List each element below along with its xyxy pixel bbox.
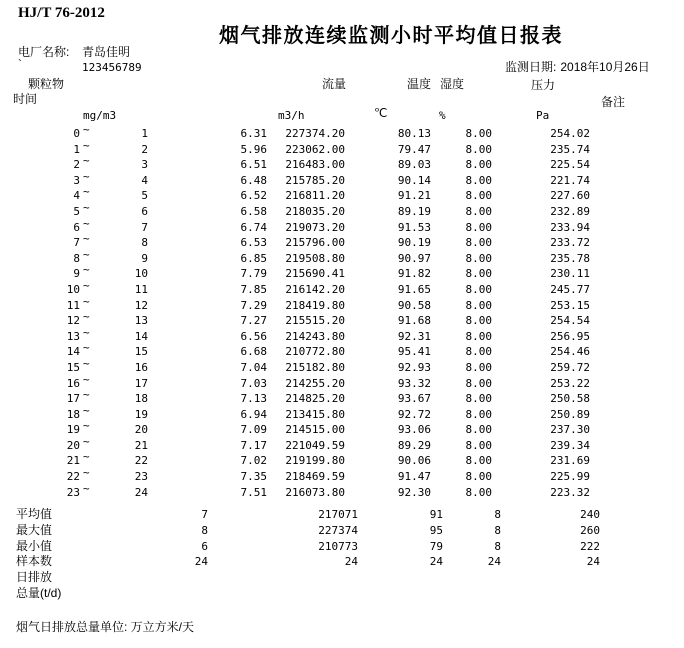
cell-temp: 93.06 bbox=[397, 423, 431, 437]
cell-flow: 215796.00 bbox=[285, 236, 345, 250]
cell-hour-end: 12 bbox=[134, 298, 148, 312]
cell-hour-end: 17 bbox=[134, 376, 148, 390]
cell-hour-end: 18 bbox=[134, 392, 148, 406]
cell-hour-end: 16 bbox=[134, 360, 148, 374]
summary-cell-pressure: 24 bbox=[586, 555, 600, 569]
monitor-date-label: 监测日期: bbox=[505, 60, 557, 74]
standard-code: HJ/T 76-2012 bbox=[18, 5, 105, 21]
cell-pressure: 232.89 bbox=[550, 204, 590, 218]
cell-hour-end: 2 bbox=[141, 142, 148, 156]
cell-hour-start: 10 bbox=[66, 282, 80, 296]
table-row bbox=[0, 294, 684, 314]
col-header-temp: 温度 bbox=[407, 77, 432, 91]
cell-hour-start: 7 bbox=[73, 236, 80, 250]
cell-hour-start: 21 bbox=[66, 454, 80, 468]
tilde-separator: ~ bbox=[83, 154, 90, 168]
tilde-separator: ~ bbox=[83, 247, 90, 261]
cell-flow: 227374.20 bbox=[285, 127, 345, 140]
footer-note: 烟气日排放总量单位: 万立方米/天 bbox=[16, 620, 195, 634]
cell-hour-start: 23 bbox=[66, 485, 80, 499]
summary-cell-pm: 6 bbox=[201, 539, 208, 553]
cell-pressure: 223.32 bbox=[550, 485, 590, 499]
tilde-separator: ~ bbox=[83, 200, 90, 214]
cell-flow: 218469.59 bbox=[285, 470, 345, 484]
tilde-separator: ~ bbox=[83, 403, 90, 417]
col-header-flow: 流量 bbox=[322, 77, 347, 91]
cell-flow: 216142.20 bbox=[285, 282, 345, 296]
cell-flow: 214243.80 bbox=[285, 329, 345, 343]
cell-pressure: 254.46 bbox=[550, 345, 590, 359]
cell-pressure: 227.60 bbox=[550, 189, 590, 203]
cell-pressure: 254.02 bbox=[550, 127, 590, 140]
summary-row bbox=[0, 523, 684, 539]
cell-pm: 7.04 bbox=[240, 360, 267, 374]
cell-humidity: 8.00 bbox=[465, 376, 492, 390]
cell-humidity: 8.00 bbox=[465, 173, 492, 187]
cell-pm: 7.51 bbox=[240, 485, 267, 499]
cell-flow: 219199.80 bbox=[285, 454, 345, 468]
cell-flow: 223062.00 bbox=[285, 142, 345, 156]
cell-pressure: 221.74 bbox=[550, 173, 590, 187]
cell-flow: 218035.20 bbox=[285, 204, 345, 218]
table-row bbox=[0, 154, 684, 173]
cell-pm: 5.96 bbox=[240, 142, 267, 156]
cell-flow: 216483.00 bbox=[285, 158, 345, 172]
summary-cell-temp: 95 bbox=[429, 523, 443, 537]
table-row bbox=[0, 356, 684, 376]
summary-cell-humidity: 8 bbox=[494, 539, 501, 553]
cell-hour-end: 10 bbox=[134, 267, 148, 281]
cell-pm: 7.85 bbox=[240, 282, 267, 296]
tilde-separator: ~ bbox=[83, 450, 90, 464]
cell-hour-start: 20 bbox=[66, 438, 80, 452]
table-row bbox=[0, 247, 684, 267]
tilde-separator: ~ bbox=[83, 278, 90, 292]
cell-temp: 91.65 bbox=[397, 282, 431, 296]
summary-row bbox=[0, 539, 684, 555]
cell-hour-start: 0 bbox=[73, 127, 80, 140]
monitor-date-value: 2018年10月26日 bbox=[560, 60, 650, 74]
cell-pm: 7.79 bbox=[240, 267, 267, 281]
unit-temp: ℃ bbox=[374, 106, 388, 120]
summary-label: 样本数 bbox=[16, 554, 53, 569]
cell-temp: 79.47 bbox=[397, 142, 431, 156]
cell-pressure: 259.72 bbox=[550, 360, 590, 374]
summary-row bbox=[0, 507, 684, 523]
table-row bbox=[0, 185, 684, 204]
cell-humidity: 8.00 bbox=[465, 407, 492, 421]
cell-humidity: 8.00 bbox=[465, 314, 492, 328]
cell-hour-end: 13 bbox=[134, 314, 148, 328]
col-header-remark: 备注 bbox=[601, 95, 626, 109]
summary-cell-pm: 24 bbox=[194, 555, 208, 569]
cell-flow: 216073.80 bbox=[285, 485, 345, 499]
summary-label: 日排放 bbox=[16, 570, 53, 585]
tilde-separator: ~ bbox=[83, 232, 90, 246]
table-row bbox=[0, 232, 684, 251]
cell-flow: 218419.80 bbox=[285, 298, 345, 312]
cell-humidity: 8.00 bbox=[465, 142, 492, 156]
cell-pressure: 231.69 bbox=[550, 454, 590, 468]
cell-hour-end: 1 bbox=[141, 127, 148, 140]
cell-humidity: 8.00 bbox=[465, 127, 492, 140]
summary-cell-temp: 91 bbox=[429, 508, 443, 521]
cell-hour-end: 14 bbox=[134, 329, 148, 343]
cell-flow: 219508.80 bbox=[285, 251, 345, 265]
cell-temp: 91.47 bbox=[397, 470, 431, 484]
cell-temp: 92.31 bbox=[397, 329, 431, 343]
cell-pressure: 250.89 bbox=[550, 407, 590, 421]
tilde-separator: ~ bbox=[83, 481, 90, 495]
cell-pressure: 254.54 bbox=[550, 314, 590, 328]
summary-cell-pressure: 222 bbox=[580, 539, 600, 553]
cell-temp: 91.68 bbox=[397, 314, 431, 328]
table-row bbox=[0, 325, 684, 345]
summary-cell-flow: 24 bbox=[344, 555, 358, 569]
summary-cell-pm: 7 bbox=[201, 508, 208, 521]
cell-pressure: 225.54 bbox=[550, 158, 590, 172]
cell-humidity: 8.00 bbox=[465, 438, 492, 452]
cell-pm: 6.85 bbox=[240, 251, 267, 265]
cell-humidity: 8.00 bbox=[465, 267, 492, 281]
cell-pm: 7.02 bbox=[240, 454, 267, 468]
tilde-separator: ~ bbox=[83, 138, 90, 152]
cell-pm: 7.35 bbox=[240, 470, 267, 484]
cell-humidity: 8.00 bbox=[465, 329, 492, 343]
cell-hour-end: 20 bbox=[134, 423, 148, 437]
cell-flow: 215785.20 bbox=[285, 173, 345, 187]
cell-hour-start: 17 bbox=[66, 392, 80, 406]
cell-hour-end: 6 bbox=[141, 204, 148, 218]
table-row bbox=[0, 481, 684, 501]
table-row bbox=[0, 419, 684, 438]
cell-hour-end: 4 bbox=[141, 173, 148, 187]
cell-humidity: 8.00 bbox=[465, 220, 492, 234]
cell-hour-end: 22 bbox=[134, 454, 148, 468]
cell-pressure: 235.74 bbox=[550, 142, 590, 156]
tilde-separator: ~ bbox=[83, 294, 90, 308]
cell-humidity: 8.00 bbox=[465, 454, 492, 468]
cell-pm: 6.31 bbox=[240, 127, 267, 140]
tilde-separator: ~ bbox=[83, 372, 90, 386]
cell-hour-start: 22 bbox=[66, 470, 80, 484]
cell-hour-end: 5 bbox=[141, 189, 148, 203]
table-row bbox=[0, 466, 684, 485]
cell-flow: 215690.41 bbox=[285, 267, 345, 281]
cell-pm: 7.17 bbox=[240, 438, 267, 452]
cell-humidity: 8.00 bbox=[465, 236, 492, 250]
tilde-separator: ~ bbox=[83, 356, 90, 370]
cell-temp: 90.97 bbox=[397, 251, 431, 265]
cell-hour-start: 5 bbox=[73, 204, 80, 218]
summary-row bbox=[0, 554, 684, 570]
tilde-separator: ~ bbox=[83, 310, 90, 324]
table-row bbox=[0, 263, 684, 282]
cell-pm: 7.13 bbox=[240, 392, 267, 406]
cell-pm: 7.03 bbox=[240, 376, 267, 390]
cell-hour-end: 7 bbox=[141, 220, 148, 234]
plant-id-value: 123456789 bbox=[82, 61, 142, 74]
cell-flow: 221049.59 bbox=[285, 438, 345, 452]
summary-label: 最大值 bbox=[16, 522, 53, 537]
cell-pressure: 235.78 bbox=[550, 251, 590, 265]
cell-pressure: 239.34 bbox=[550, 438, 590, 452]
table-row bbox=[0, 200, 684, 220]
cell-hour-start: 8 bbox=[73, 251, 80, 265]
cell-hour-end: 8 bbox=[141, 236, 148, 250]
tilde-separator: ~ bbox=[83, 123, 90, 136]
cell-pressure: 225.99 bbox=[550, 470, 590, 484]
col-header-time: 时间 bbox=[13, 92, 38, 106]
cell-humidity: 8.00 bbox=[465, 298, 492, 312]
tilde-separator: ~ bbox=[83, 341, 90, 355]
cell-pm: 6.53 bbox=[240, 236, 267, 250]
cell-hour-start: 6 bbox=[73, 220, 80, 234]
cell-hour-start: 16 bbox=[66, 376, 80, 390]
unit-pressure: Pa bbox=[536, 109, 550, 122]
cell-pressure: 245.77 bbox=[550, 282, 590, 296]
cell-pressure: 253.22 bbox=[550, 376, 590, 390]
cell-pm: 7.27 bbox=[240, 314, 267, 328]
cell-temp: 80.13 bbox=[397, 127, 431, 140]
summary-row bbox=[0, 586, 684, 602]
cell-humidity: 8.00 bbox=[465, 360, 492, 374]
cell-humidity: 8.00 bbox=[465, 204, 492, 218]
summary-cell-flow: 210773 bbox=[318, 539, 358, 553]
cell-pressure: 233.94 bbox=[550, 220, 590, 234]
table-row bbox=[0, 216, 684, 236]
table-row bbox=[0, 388, 684, 407]
cell-pressure: 237.30 bbox=[550, 423, 590, 437]
cell-temp: 89.03 bbox=[397, 158, 431, 172]
col-header-humidity: 湿度 bbox=[440, 77, 465, 91]
cell-humidity: 8.00 bbox=[465, 423, 492, 437]
cell-temp: 90.06 bbox=[397, 454, 431, 468]
hourly-data-rows bbox=[0, 123, 684, 500]
col-header-pressure: 压力 bbox=[531, 78, 556, 92]
cell-flow: 214515.00 bbox=[285, 423, 345, 437]
cell-humidity: 8.00 bbox=[465, 345, 492, 359]
report-title: 烟气排放连续监测小时平均值日报表 bbox=[219, 25, 563, 47]
cell-humidity: 8.00 bbox=[465, 485, 492, 499]
cell-pressure: 256.95 bbox=[550, 329, 590, 343]
tilde-separator: ~ bbox=[83, 434, 90, 448]
tilde-separator: ~ bbox=[83, 263, 90, 277]
cell-hour-start: 11 bbox=[66, 298, 80, 312]
cell-pressure: 250.58 bbox=[550, 392, 590, 406]
cell-flow: 219073.20 bbox=[285, 220, 345, 234]
cell-pm: 6.52 bbox=[240, 189, 267, 203]
summary-label: 总量(t/d) bbox=[16, 585, 62, 600]
cell-pm: 6.94 bbox=[240, 407, 267, 421]
summary-cell-temp: 79 bbox=[429, 539, 443, 553]
cell-hour-start: 18 bbox=[66, 407, 80, 421]
cell-hour-start: 19 bbox=[66, 423, 80, 437]
table-row bbox=[0, 403, 684, 423]
cell-pm: 7.09 bbox=[240, 423, 267, 437]
col-header-pm: 颗粒物 bbox=[28, 77, 65, 91]
table-row bbox=[0, 434, 684, 454]
summary-cell-humidity: 8 bbox=[494, 508, 501, 521]
plant-name-label: 电厂名称: bbox=[18, 45, 70, 59]
cell-humidity: 8.00 bbox=[465, 392, 492, 406]
summary-cell-humidity: 24 bbox=[487, 555, 501, 569]
table-row bbox=[0, 169, 684, 189]
summary-label: 平均值 bbox=[16, 507, 53, 521]
cell-hour-start: 12 bbox=[66, 314, 80, 328]
cell-hour-start: 1 bbox=[73, 142, 80, 156]
cell-pm: 6.56 bbox=[240, 329, 267, 343]
cell-temp: 90.19 bbox=[397, 236, 431, 250]
cell-temp: 91.82 bbox=[397, 267, 431, 281]
cell-temp: 89.19 bbox=[397, 204, 431, 218]
tilde-separator: ~ bbox=[83, 419, 90, 433]
cell-pm: 6.58 bbox=[240, 204, 267, 218]
cell-hour-end: 21 bbox=[134, 438, 148, 452]
cell-temp: 92.30 bbox=[397, 485, 431, 499]
table-row bbox=[0, 450, 684, 469]
cell-pm: 6.74 bbox=[240, 220, 267, 234]
cell-flow: 216811.20 bbox=[285, 189, 345, 203]
summary-cell-flow: 217071 bbox=[318, 508, 358, 521]
summary-cell-humidity: 8 bbox=[494, 523, 501, 537]
cell-hour-start: 9 bbox=[73, 267, 80, 281]
tilde-separator: ~ bbox=[83, 388, 90, 402]
tilde-separator: ~ bbox=[83, 466, 90, 480]
cell-temp: 92.72 bbox=[397, 407, 431, 421]
cell-hour-end: 19 bbox=[134, 407, 148, 421]
table-row bbox=[0, 372, 684, 392]
cell-temp: 93.32 bbox=[397, 376, 431, 390]
cell-pressure: 230.11 bbox=[550, 267, 590, 281]
summary-cell-pressure: 260 bbox=[580, 523, 600, 537]
cell-flow: 213415.80 bbox=[285, 407, 345, 421]
tilde-separator: ~ bbox=[83, 169, 90, 183]
cell-hour-end: 11 bbox=[134, 282, 148, 296]
monitor-date bbox=[505, 60, 654, 74]
summary-row bbox=[0, 570, 684, 586]
unit-humidity: % bbox=[439, 109, 446, 122]
cell-flow: 210772.80 bbox=[285, 345, 345, 359]
summary-cell-flow: 227374 bbox=[318, 523, 358, 537]
cell-hour-start: 2 bbox=[73, 158, 80, 172]
cell-hour-end: 23 bbox=[134, 470, 148, 484]
table-row bbox=[0, 278, 684, 298]
cell-hour-end: 3 bbox=[141, 158, 148, 172]
cell-temp: 95.41 bbox=[397, 345, 431, 359]
table-row bbox=[0, 138, 684, 158]
cell-hour-start: 13 bbox=[66, 329, 80, 343]
tilde-separator: ~ bbox=[83, 216, 90, 230]
summary-cell-pm: 8 bbox=[201, 523, 208, 537]
cell-hour-start: 15 bbox=[66, 360, 80, 374]
cell-humidity: 8.00 bbox=[465, 282, 492, 296]
table-row bbox=[0, 123, 684, 142]
cell-pressure: 233.72 bbox=[550, 236, 590, 250]
cell-temp: 92.93 bbox=[397, 360, 431, 374]
tilde-separator: ~ bbox=[83, 325, 90, 339]
cell-temp: 93.67 bbox=[397, 392, 431, 406]
cell-flow: 215182.80 bbox=[285, 360, 345, 374]
tilde-separator: ~ bbox=[83, 185, 90, 199]
cell-flow: 214825.20 bbox=[285, 392, 345, 406]
cell-pm: 6.48 bbox=[240, 173, 267, 187]
cell-hour-end: 24 bbox=[134, 485, 148, 499]
cell-hour-end: 9 bbox=[141, 251, 148, 265]
summary-label: 最小值 bbox=[16, 538, 53, 553]
cell-hour-end: 15 bbox=[134, 345, 148, 359]
cell-temp: 91.53 bbox=[397, 220, 431, 234]
cell-pm: 6.68 bbox=[240, 345, 267, 359]
cell-humidity: 8.00 bbox=[465, 470, 492, 484]
cell-temp: 90.14 bbox=[397, 173, 431, 187]
summary-cell-pressure: 240 bbox=[580, 508, 600, 521]
plant-tick-mark: ` bbox=[18, 57, 22, 71]
cell-humidity: 8.00 bbox=[465, 251, 492, 265]
cell-temp: 91.21 bbox=[397, 189, 431, 203]
plant-name-value: 青岛佳明 bbox=[82, 45, 131, 59]
cell-pm: 6.51 bbox=[240, 158, 267, 172]
summary-cell-temp: 24 bbox=[429, 555, 443, 569]
cell-hour-start: 3 bbox=[73, 173, 80, 187]
cell-pressure: 253.15 bbox=[550, 298, 590, 312]
cell-humidity: 8.00 bbox=[465, 158, 492, 172]
unit-flow: m3/h bbox=[278, 109, 305, 122]
unit-pm: mg/m3 bbox=[83, 109, 117, 122]
table-row bbox=[0, 310, 684, 329]
cell-pm: 7.29 bbox=[240, 298, 267, 312]
cell-hour-start: 14 bbox=[66, 345, 80, 359]
cell-hour-start: 4 bbox=[73, 189, 80, 203]
cell-temp: 89.29 bbox=[397, 438, 431, 452]
table-row bbox=[0, 341, 684, 360]
cell-flow: 214255.20 bbox=[285, 376, 345, 390]
cell-temp: 90.58 bbox=[397, 298, 431, 312]
cell-flow: 215515.20 bbox=[285, 314, 345, 328]
summary-rows bbox=[0, 507, 684, 602]
cell-humidity: 8.00 bbox=[465, 189, 492, 203]
